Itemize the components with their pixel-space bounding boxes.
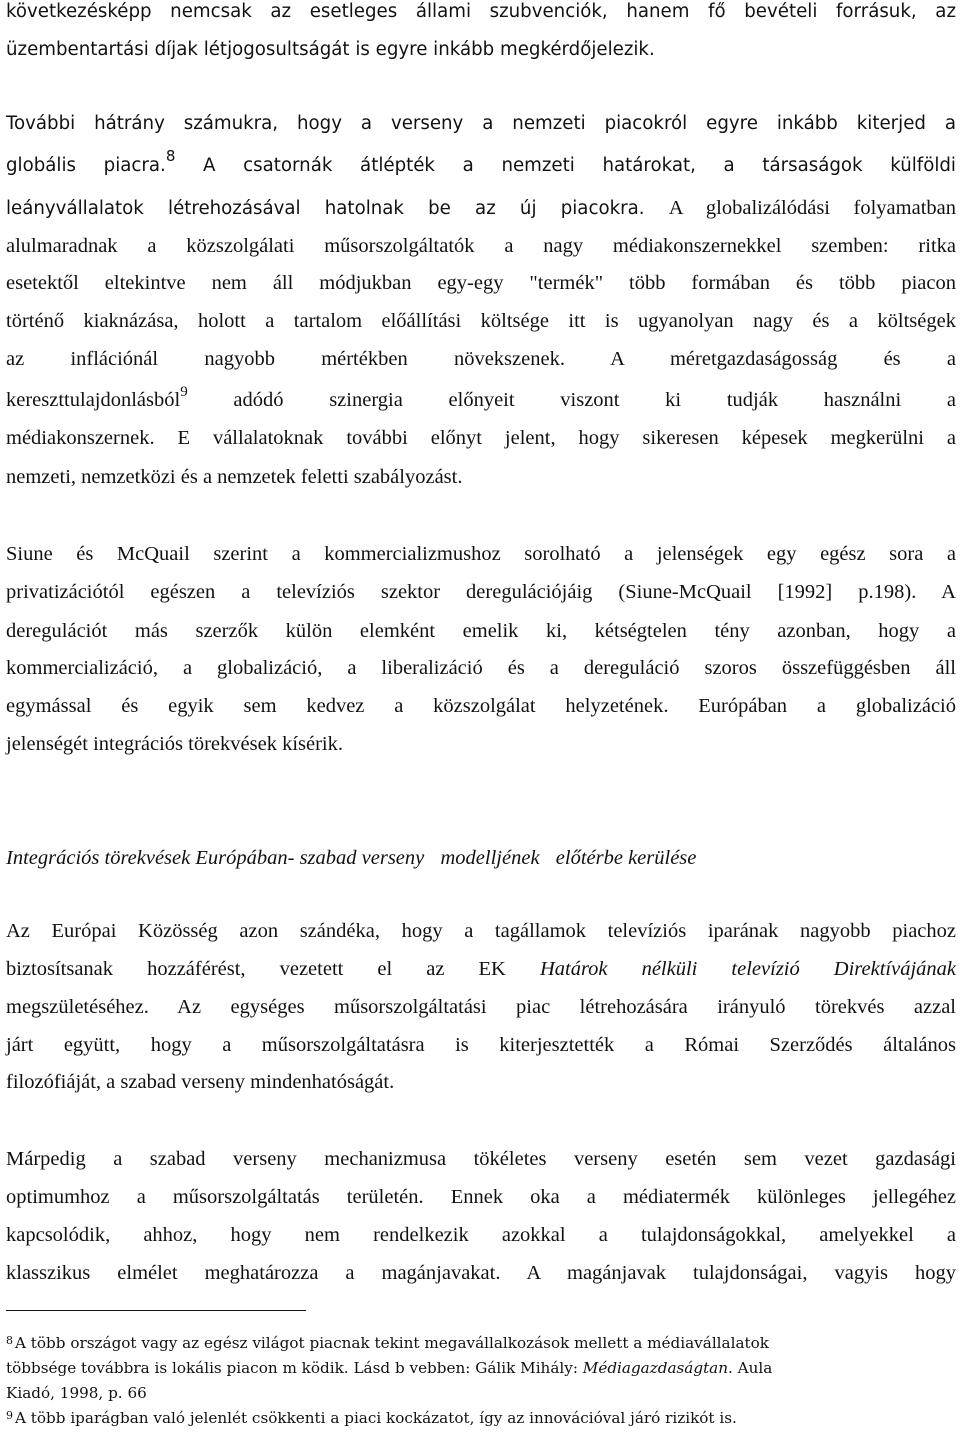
text-line: További hátrány számukra, hogy a verseny a nemzeti piacokról egyre inkább kiterjed a: [6, 113, 956, 134]
footnote-separator: [6, 1310, 306, 1311]
text-span: adódó szinergia előnyeit viszont ki tudják használni a: [233, 389, 956, 411]
heading-part: Integrációs törekvések Európában-: [6, 847, 295, 869]
section-heading: [6, 838, 956, 878]
text-line: [6, 381, 956, 419]
text-line: nemzeti, nemzetközi és a nemzetek feletti szabályozást.: [6, 466, 463, 488]
text-line: jelenségét integrációs törekvések kísérik.: [6, 733, 343, 755]
footnote-ref-8[interactable]: 8: [165, 147, 176, 165]
text-line: deregulációt más szerzők külön elemként emelik ki, kétségtelen tény azonban, hogy a: [6, 620, 956, 642]
footnote-number: 9: [6, 1409, 13, 1422]
text-span: leányvállalatok létrehozásával hatolnak be az új piacokra.: [6, 198, 645, 219]
text-line: járt együtt, hogy a műsorszolgáltatásra is kiterjesztették a Római Szerződés általános: [6, 1034, 956, 1056]
footnote-8: [6, 1331, 956, 1355]
text-line: Az Európai Közösség azon szándéka, hogy a tagállamok televíziós iparának nagyobb piachoz: [6, 920, 956, 942]
text-line: filozófiáját, a szabad verseny mindenhatóságát.: [6, 1071, 395, 1093]
text-line: optimumhoz a műsorszolgáltatás területén. Ennek oka a médiatermék különleges jellegéhez: [6, 1186, 956, 1208]
text-line: privatizációtól egészen a televíziós szektor deregulációjáig (Siune-McQuail [1992] p.198). A: [6, 581, 956, 603]
book-title: Médiagazdaságtan: [582, 1359, 729, 1377]
text-line: kommercializáció, a globalizáció, a liberalizáció és a dereguláció szoros összefüggésben áll: [6, 657, 956, 679]
footnote-text: . Aula: [728, 1359, 773, 1377]
text-span: biztosítsanak hozzáférést, vezetett el az EK: [6, 958, 506, 980]
text-line: következésképp nemcsak az esetleges állami szubvenciók, hanem fő bevételi forrásuk, az: [6, 1, 956, 22]
text-line: megszületéséhez. Az egységes műsorszolgáltatási piac létrehozására irányuló törekvés azzal: [6, 996, 956, 1018]
text-line: történő kiaknázása, holott a tartalom előállítási költsége itt is ugyanolyan nagy és a költségek: [6, 310, 956, 332]
heading-part: szabad verseny: [299, 847, 425, 869]
footnote-number: 8: [6, 1334, 13, 1347]
footnote-text: többsége továbbra is lokális piacon m ködik. Lásd b vebben: Gálik Mihály:: [6, 1359, 578, 1377]
text-line: az inflációnál nagyobb mértékben növekszenek. A méretgazdaságosság és a: [6, 348, 956, 370]
text-line: alulmaradnak a közszolgálati műsorszolgáltatók a nagy médiakonszernekkel szemben: ritka: [6, 235, 956, 257]
heading-part: előtérbe kerülése: [555, 847, 697, 869]
text-span: globális piacra.: [6, 155, 166, 176]
text-line: kapcsolódik, ahhoz, hogy nem rendelkezik azokkal a tulajdonságokkal, amelyekkel a: [6, 1224, 956, 1246]
text-line: [6, 189, 956, 227]
text-line: Márpedig a szabad verseny mechanizmusa tökéletes verseny esetén sem vezet gazdasági: [6, 1148, 956, 1170]
text-span: A globalizálódási folyamatban: [668, 197, 956, 219]
heading-part: modelljének: [440, 847, 540, 869]
text-line: egymással és egyik sem kedvez a közszolgálat helyzetének. Európában a globalizáció: [6, 695, 956, 717]
footnote-9: [6, 1406, 956, 1430]
footnote-ref-9[interactable]: 9: [180, 384, 188, 400]
directive-title: Határok nélküli televízió Direktívájának: [539, 958, 957, 980]
text-line: Siune és McQuail szerint a kommercializmushoz sorolható a jelenségek egy egész sora a: [6, 543, 956, 565]
text-line: esetektől eltekintve nem áll módjukban egy-egy "termék" több formában és több piacon: [6, 272, 956, 294]
footnote-text: A több iparágban való jelenlét csökkenti a piaci kockázatot, így az innovációval járó rizikót is.: [15, 1409, 737, 1427]
text-line: klasszikus elmélet meghatározza a magánjavakat. A magánjavak tulajdonságai, vagyis hogy: [6, 1262, 956, 1284]
text-line: médiakonszernek. E vállalatoknak további előnyt jelent, hogy sikeresen képesek megkerülni a: [6, 427, 956, 449]
text-span: kereszttulajdonlásból: [6, 389, 181, 411]
footnote-8-cont: Kiadó, 1998, p. 66: [6, 1384, 147, 1402]
footnote-text: A több országot vagy az egész világot piacnak tekint megavállalkozások mellett a médiavállalatok: [15, 1334, 769, 1352]
text-line: üzembentartási díjak létjogosultságát is egyre inkább megkérdőjelezik.: [6, 39, 655, 60]
text-line: [6, 147, 956, 185]
text-span: A csatornák átlépték a nemzeti határokat, a társaságok külföldi: [203, 155, 956, 176]
footnote-8-cont: [6, 1356, 956, 1380]
text-line: [6, 950, 956, 988]
